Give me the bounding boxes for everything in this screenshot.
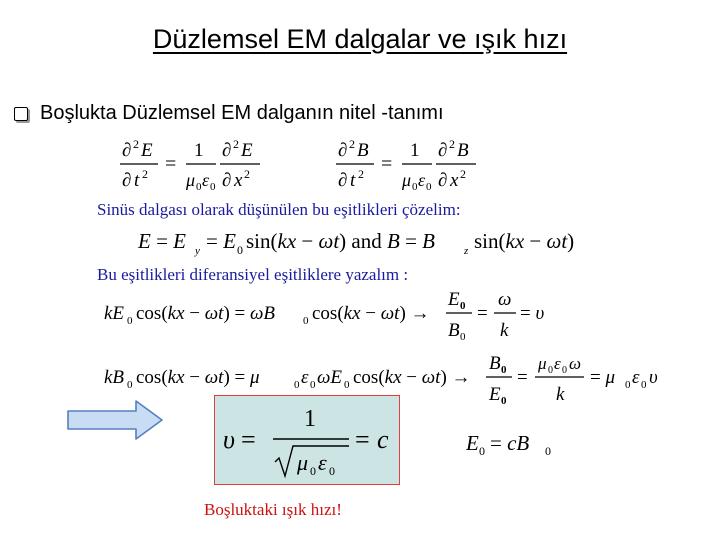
svg-text:∂: ∂	[122, 140, 132, 161]
svg-text:=: =	[241, 425, 256, 454]
svg-text:ε: ε	[202, 170, 210, 190]
svg-text:0: 0	[237, 243, 243, 257]
svg-text:∂: ∂	[222, 170, 232, 191]
svg-text:E: E	[141, 140, 153, 161]
svg-text:2: 2	[233, 137, 239, 151]
svg-text:x: x	[450, 170, 459, 191]
svg-text:0: 0	[545, 444, 551, 458]
svg-text:∂: ∂	[122, 170, 132, 191]
svg-text:0: 0	[501, 364, 507, 376]
svg-text:= υ: = υ	[520, 303, 545, 324]
sine-solution-equation	[136, 224, 596, 260]
svg-text:0: 0	[210, 181, 216, 193]
svg-text:1: 1	[410, 140, 420, 161]
svg-text:∂: ∂	[338, 170, 348, 191]
svg-text:2: 2	[244, 167, 250, 181]
svg-text:0: 0	[426, 181, 432, 193]
svg-text:= cB: = cB	[490, 431, 530, 455]
slide-title: Düzlemsel EM dalgalar ve ışık hızı	[152, 24, 568, 54]
svg-text:t: t	[350, 170, 356, 191]
svg-text:0: 0	[127, 379, 133, 391]
svg-text:2: 2	[460, 167, 466, 181]
svg-text:∂: ∂	[338, 140, 348, 161]
wave-equation-e	[118, 134, 278, 196]
svg-text:0: 0	[479, 444, 485, 458]
svg-text:∂: ∂	[438, 170, 448, 191]
svg-text:kE: kE	[104, 303, 125, 324]
svg-text:ωE: ωE	[317, 367, 343, 388]
svg-text:∂: ∂	[222, 140, 232, 161]
svg-text:ε: ε	[418, 170, 426, 190]
svg-text:∂: ∂	[438, 140, 448, 161]
svg-text:0: 0	[127, 315, 133, 327]
svg-text:B: B	[457, 140, 469, 161]
svg-text:0: 0	[344, 379, 350, 391]
svg-text:0: 0	[562, 365, 567, 376]
svg-text:0: 0	[625, 379, 631, 391]
svg-text:y: y	[195, 245, 200, 257]
svg-text:2: 2	[449, 137, 455, 151]
bullet-text: Boşlukta Düzlemsel EM dalganın nitel -tanımı	[40, 102, 444, 124]
derivation-equation-1	[104, 286, 564, 344]
svg-text:E: E	[489, 384, 501, 405]
svg-text:υ: υ	[649, 367, 658, 388]
bullet-item	[14, 102, 444, 125]
svg-text:cos(kx − ωt) →: cos(kx − ωt) →	[353, 367, 471, 388]
svg-text:sin(kx − ωt): sin(kx − ωt)	[474, 229, 575, 253]
svg-text:=: =	[381, 153, 393, 175]
svg-text:E: E	[241, 140, 253, 161]
svg-text:1: 1	[304, 406, 316, 432]
svg-text:kB: kB	[104, 367, 125, 388]
svg-text:2: 2	[142, 167, 148, 181]
svg-text:0: 0	[196, 181, 202, 193]
svg-text:cos(kx − ωt) = μ: cos(kx − ωt) = μ	[136, 367, 260, 388]
svg-text:0: 0	[460, 331, 466, 343]
svg-text:0: 0	[294, 379, 300, 391]
svg-text:=: =	[517, 367, 528, 388]
svg-text:B: B	[448, 320, 460, 341]
svg-text:k: k	[500, 320, 509, 341]
svg-text:2: 2	[349, 137, 355, 151]
svg-text:ε: ε	[632, 367, 640, 388]
svg-text:μ: μ	[402, 170, 412, 190]
svg-text:0: 0	[310, 464, 316, 478]
svg-text:z: z	[464, 245, 469, 257]
caption-speed-of-light: Boşluktaki ışık hızı!	[204, 500, 342, 519]
svg-text:ω: ω	[569, 354, 582, 373]
svg-text:cos(kx − ωt) = ωB: cos(kx − ωt) = ωB	[136, 303, 276, 324]
svg-text:x: x	[234, 170, 243, 191]
wave-equation-b	[334, 134, 494, 196]
svg-text:k: k	[556, 384, 565, 405]
note-differential: Bu eşitlikleri diferansiyel eşitliklere yazalım :	[97, 265, 409, 284]
svg-text:0: 0	[310, 379, 316, 391]
right-arrow-icon	[66, 398, 166, 442]
svg-text:E = E: E = E	[138, 229, 186, 253]
svg-text:μ: μ	[538, 354, 547, 373]
svg-text:0: 0	[548, 365, 553, 376]
svg-text:c: c	[377, 425, 389, 454]
note-sine-wave: Sinüs dalgası olarak düşünülen bu eşitlikleri çözelim:	[97, 200, 461, 219]
svg-text:0: 0	[501, 395, 507, 407]
svg-text:=: =	[165, 153, 177, 175]
svg-text:2: 2	[358, 167, 364, 181]
svg-text:0: 0	[329, 464, 335, 478]
svg-text:1: 1	[194, 140, 204, 161]
svg-text:ω: ω	[498, 289, 512, 310]
svg-text:= E: = E	[206, 229, 236, 253]
svg-text:0: 0	[641, 379, 647, 391]
svg-text:0: 0	[303, 315, 309, 327]
svg-text:ε: ε	[318, 450, 327, 475]
svg-text:μ: μ	[297, 450, 309, 475]
field-amplitude-relation	[466, 426, 566, 460]
speed-of-light-result-box	[214, 395, 400, 485]
svg-text:ε: ε	[554, 354, 561, 373]
speed-of-light-formula	[215, 396, 399, 484]
svg-text:=: =	[355, 425, 370, 454]
svg-text:=: =	[477, 303, 488, 324]
checkbox-bullet-icon	[14, 107, 28, 121]
svg-text:t: t	[134, 170, 140, 191]
svg-text:E: E	[448, 289, 460, 310]
svg-text:B: B	[489, 353, 501, 374]
svg-text:0: 0	[460, 300, 466, 312]
svg-text:υ: υ	[223, 425, 235, 454]
svg-text:B: B	[357, 140, 369, 161]
svg-text:2: 2	[133, 137, 139, 151]
svg-text:ε: ε	[301, 367, 309, 388]
svg-text:sin(kx − ωt) and B = B: sin(kx − ωt) and B = B	[246, 229, 435, 253]
svg-text:μ: μ	[186, 170, 196, 190]
svg-text:E: E	[466, 431, 479, 455]
svg-text:cos(kx − ωt) →: cos(kx − ωt) →	[312, 303, 430, 324]
svg-text:0: 0	[412, 181, 418, 193]
svg-text:= μ: = μ	[590, 367, 616, 388]
